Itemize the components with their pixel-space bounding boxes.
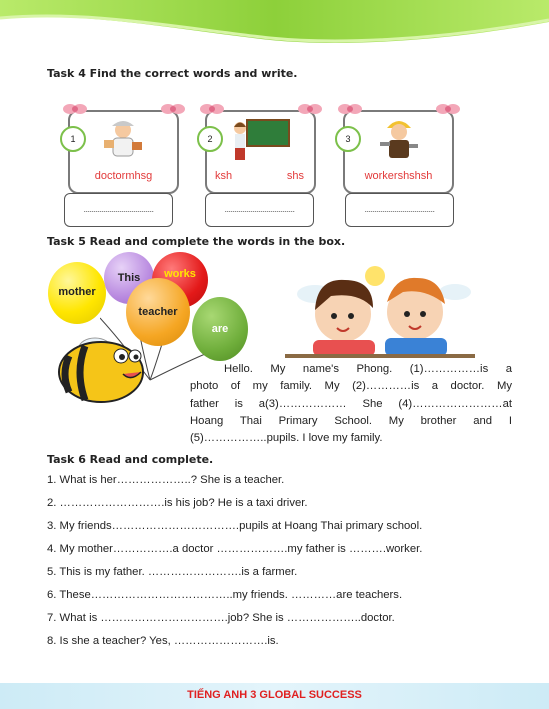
paragraph-line: photo of my family. My (2)…………is a doctor. My <box>190 380 512 393</box>
balloon-are: are <box>192 297 248 361</box>
footer-title: TIẾNG ANH 3 GLOBAL SUCCESS <box>187 689 362 701</box>
exercise-line-5: 5. This is my father. …………………….is a farmer. <box>47 566 298 578</box>
exercise-line-2: 2. ……………………….is his job? He is a taxi driver. <box>47 497 308 509</box>
header-wave-decoration <box>0 0 549 52</box>
balloon-works: works <box>152 252 208 308</box>
task5-title: Task 5 Read and complete the words in the box. <box>47 235 346 248</box>
card-number: 3 <box>335 126 361 152</box>
exercise-line-8: 8. Is she a teacher? Yes, …………………….is. <box>47 635 279 647</box>
bow-icon <box>436 100 460 118</box>
scrambled-word-2-right: shs <box>286 170 304 182</box>
balloon-teacher: teacher <box>126 278 190 346</box>
answer-box-2[interactable]: ................................... <box>205 193 314 227</box>
paragraph-line: Hello. My name's Phong. (1)……………is a <box>224 363 512 375</box>
picture-card-1 <box>68 110 179 194</box>
doctor-illustration <box>98 118 148 158</box>
scrambled-word-3: workershshsh <box>364 170 433 182</box>
exercise-line-1: 1. What is her………………..? She is a teacher. <box>47 474 285 486</box>
balloon-this: This <box>104 252 154 304</box>
answer-box-3[interactable]: ................................... <box>345 193 454 227</box>
paragraph-line: Hoang Thai Primary School. My brother and I <box>190 414 512 427</box>
paragraph-line: father is a(3)……………… She (4)……………………at <box>190 397 512 410</box>
exercise-line-6: 6. These………………………………..my friends. …………are teachers. <box>47 589 403 601</box>
task4-title: Task 4 Find the correct words and write. <box>47 67 298 80</box>
bow-icon <box>200 100 224 118</box>
bow-icon <box>63 100 87 118</box>
bow-icon <box>338 100 362 118</box>
exercise-line-7: 7. What is …………………………….job? She is ………………..doctor. <box>47 612 395 624</box>
worker-illustration <box>377 116 421 160</box>
scrambled-word-1: doctormhsg <box>94 170 153 182</box>
bow-icon <box>161 100 185 118</box>
kids-illustration <box>285 262 475 362</box>
balloon-mother: mother <box>48 262 106 324</box>
footer-banner <box>0 683 549 709</box>
picture-card-2 <box>205 110 316 194</box>
scrambled-word-2-left: ksh <box>215 170 233 182</box>
task6-title: Task 6 Read and complete. <box>47 453 214 466</box>
answer-box-1[interactable]: ................................... <box>64 193 173 227</box>
card-number: 1 <box>60 126 86 152</box>
card-number: 2 <box>197 126 223 152</box>
paragraph-line: (5)……………..pupils. I love my family. <box>190 432 383 445</box>
task5-paragraph <box>190 361 512 447</box>
teacher-illustration <box>229 118 293 164</box>
bee-illustration <box>55 330 155 405</box>
picture-card-3 <box>343 110 454 194</box>
exercise-line-4: 4. My mother…………….a doctor ……………….my father is ……….worker. <box>47 543 423 555</box>
bow-icon <box>298 100 322 118</box>
exercise-line-3: 3. My friends…………………………….pupils at Hoang Thai primary school. <box>47 520 423 532</box>
